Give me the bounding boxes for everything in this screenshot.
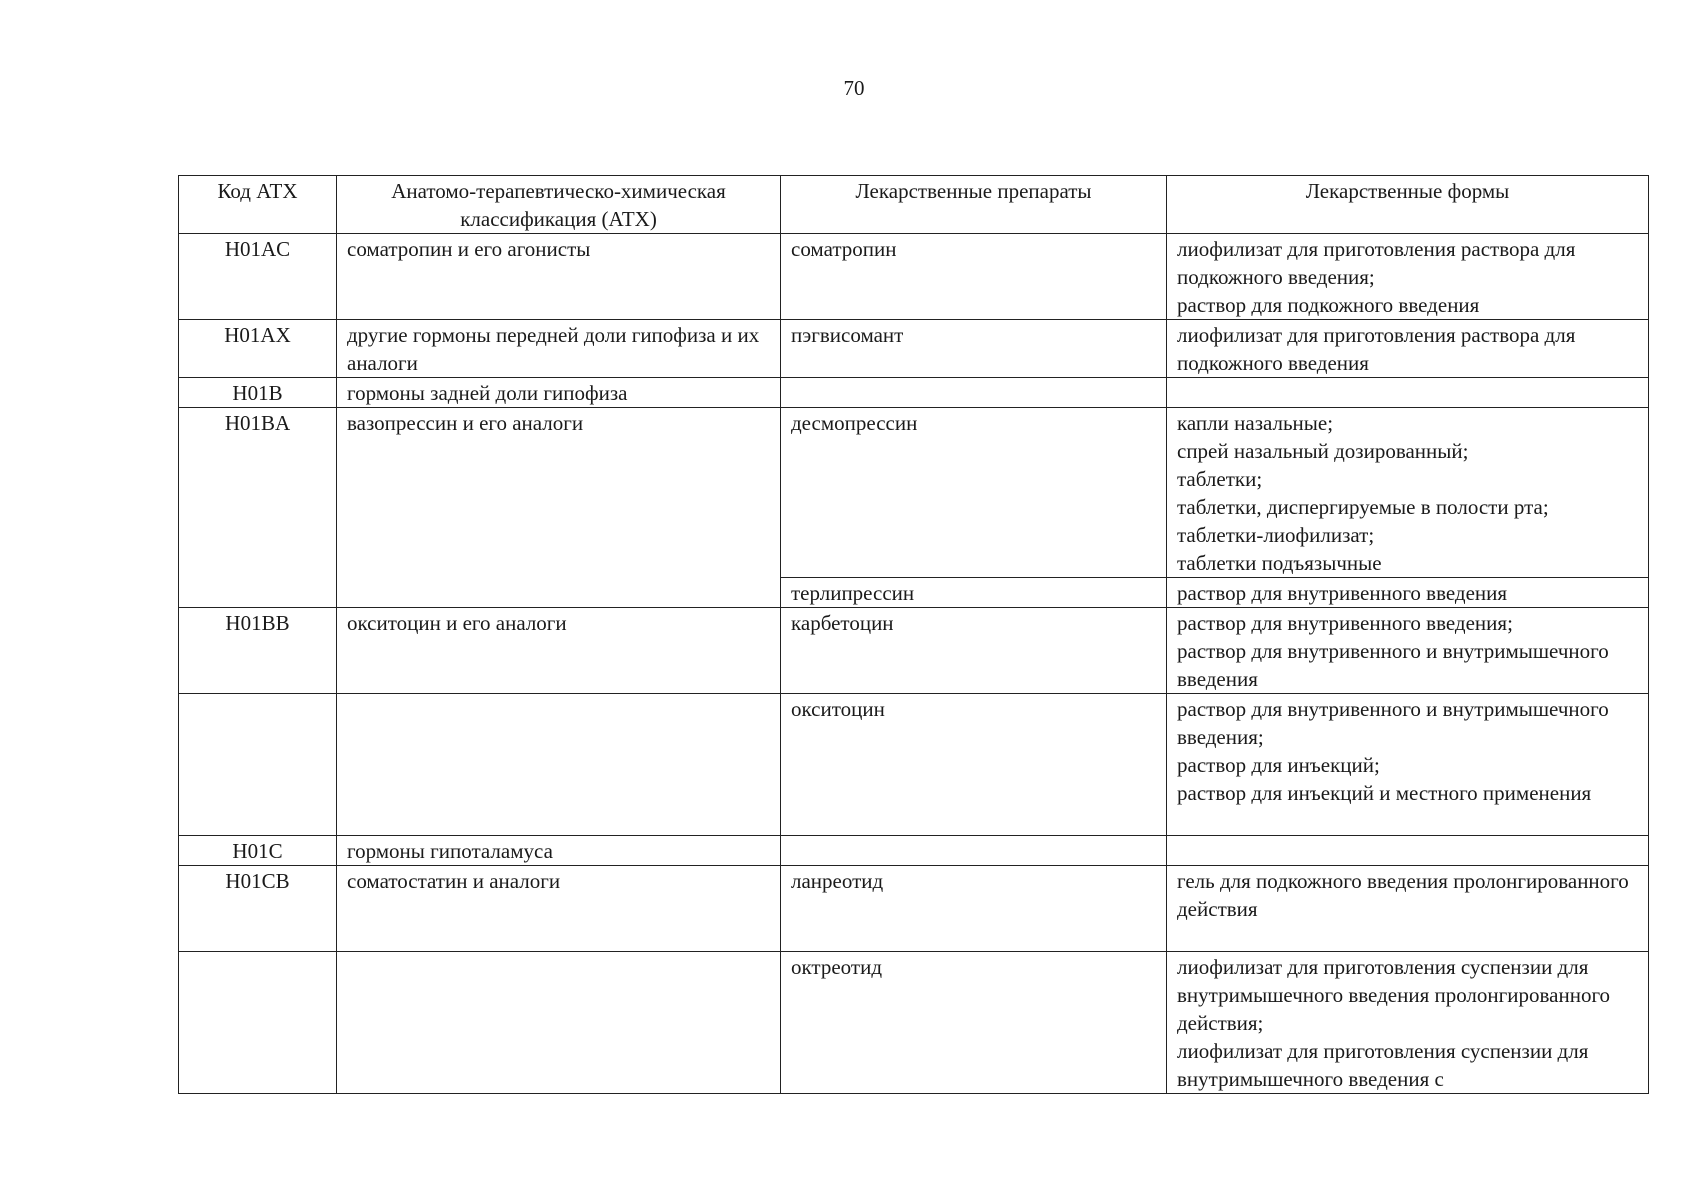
drug-cell: ланреотид (781, 866, 1167, 952)
drug-cell: пэгвисомант (781, 320, 1167, 378)
table-row (179, 320, 1649, 378)
table-row (179, 408, 1649, 578)
forms-cell: раствор для внутривенного и внутримышечного введения; раствор для инъекций; раствор для инъекций и местного применения (1167, 694, 1649, 836)
table-header-row (179, 176, 1649, 234)
forms-cell: раствор для внутривенного введения; раствор для внутривенного и внутримышечного введения (1167, 608, 1649, 694)
drug-cell (781, 378, 1167, 408)
forms-cell: лиофилизат для приготовления суспензии для внутримышечного введения пролонгированного действия; лиофилизат для приготовления суспензии для внутримышечного введения с (1167, 952, 1649, 1094)
atx-code-cell: H01CB (179, 866, 337, 952)
drug-cell (781, 836, 1167, 866)
forms-cell: капли назальные; спрей назальный дозированный; таблетки; таблетки, диспергируемые в полости рта; таблетки-лиофилизат; таблетки подъязычные (1167, 408, 1649, 578)
table-row (179, 694, 1649, 836)
drug-cell: карбетоцин (781, 608, 1167, 694)
atx-code-cell: H01AC (179, 234, 337, 320)
atx-code-cell: H01AX (179, 320, 337, 378)
forms-cell: гель для подкожного введения пролонгированного действия (1167, 866, 1649, 952)
drug-cell: соматропин (781, 234, 1167, 320)
forms-cell: раствор для внутривенного введения (1167, 578, 1649, 608)
table-row (179, 866, 1649, 952)
table-row (179, 836, 1649, 866)
classification-cell (337, 952, 781, 1094)
classification-cell: вазопрессин и его аналоги (337, 408, 781, 608)
atx-code-cell: H01BA (179, 408, 337, 608)
atx-code-cell: H01C (179, 836, 337, 866)
forms-cell: лиофилизат для приготовления раствора для подкожного введения (1167, 320, 1649, 378)
classification-cell: окситоцин и его аналоги (337, 608, 781, 694)
classification-cell: гормоны задней доли гипофиза (337, 378, 781, 408)
drug-cell: октреотид (781, 952, 1167, 1094)
drug-cell: десмопрессин (781, 408, 1167, 578)
header-code: Код АТХ (179, 176, 337, 234)
classification-cell: соматропин и его агонисты (337, 234, 781, 320)
drug-cell: окситоцин (781, 694, 1167, 836)
classification-cell: гормоны гипоталамуса (337, 836, 781, 866)
page-number: 70 (843, 76, 865, 100)
atx-table (178, 175, 1649, 1094)
header-forms: Лекарственные формы (1167, 176, 1649, 234)
table-row (179, 952, 1649, 1094)
drug-cell: терлипрессин (781, 578, 1167, 608)
atx-code-cell: H01B (179, 378, 337, 408)
table-row (179, 608, 1649, 694)
header-drugs: Лекарственные препараты (781, 176, 1167, 234)
table-row (179, 378, 1649, 408)
atx-code-cell (179, 694, 337, 836)
atx-code-cell: H01BB (179, 608, 337, 694)
classification-cell: соматостатин и аналоги (337, 866, 781, 952)
header-classification: Анатомо-терапевтическо-химическая классификация (АТХ) (337, 176, 781, 234)
table-row (179, 234, 1649, 320)
classification-cell (337, 694, 781, 836)
forms-cell: лиофилизат для приготовления раствора для подкожного введения; раствор для подкожного введения (1167, 234, 1649, 320)
classification-cell: другие гормоны передней доли гипофиза и их аналоги (337, 320, 781, 378)
forms-cell (1167, 378, 1649, 408)
atx-code-cell (179, 952, 337, 1094)
forms-cell (1167, 836, 1649, 866)
